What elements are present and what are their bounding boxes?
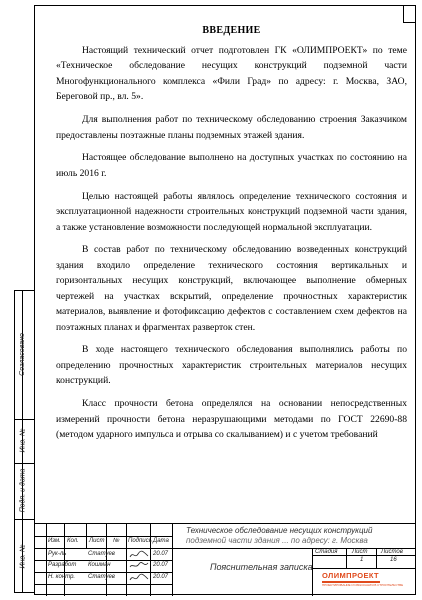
signature-2-icon: [129, 561, 149, 570]
tb-date-head: 20.07: [153, 551, 169, 557]
tb-col-docnum: №: [113, 538, 120, 544]
tb-name-dev: Кошман: [88, 562, 111, 568]
tb-name-head: Статуев: [88, 551, 115, 557]
tb-col-date: Дата: [153, 538, 169, 544]
binding-strip: [14, 290, 34, 593]
olimproekt-logo: [322, 571, 404, 591]
paragraph-1: Настоящий технический отчет подготовлен ГК «ОЛИМПРОЕКТ» по теме «Техническое обследование несущих конструкций подземной части Многофункционального комплекса «Фили Град» по адресу: г. Москва, ЗАО, Береговой пр., вл. 5».: [56, 45, 407, 103]
tb-col-signature: Подпись: [128, 538, 152, 544]
logo-name: ОЛИМПРОЕКТ: [322, 571, 380, 580]
tb-sheet-label: Лист: [352, 549, 368, 555]
tb-title-line1: Техническое обследование несущих конструкций: [186, 526, 373, 535]
tb-role-head: Рук-ль: [48, 551, 67, 557]
signature-1-icon: [129, 550, 149, 559]
paragraph-5: В состав работ по техническому обследованию возведенных конструкций здания входило определение технического состояния вертикальных и горизонтальных несущих конструкций, включающее выполнение обмерных чертежей на участках вскрытий, определение прочностных характеристик материалов, выявление и фотофиксацию дефектов с составлением схем дефектов на поэтажных планах и фрагментах разверток стен.: [56, 244, 407, 333]
paragraph-3: Настоящее обследование выполнено на доступных участках по состоянию на июль 2016 г.: [56, 152, 407, 179]
paragraph-2: Для выполнения работ по техническому обследованию строения Заказчиком предоставлены поэтажные планы подземных этажей здания.: [56, 114, 407, 141]
tb-col-sheet: Лист: [89, 538, 105, 544]
tb-stage-label: Стадия: [315, 549, 338, 555]
tb-date-dev: 20.07: [153, 562, 169, 568]
tb-sheets-label: Листов: [381, 549, 403, 555]
signature-3-icon: [129, 573, 149, 582]
tb-title-line2: подземной части здания ... по адресу: г. Москва: [186, 536, 368, 545]
tb-col-change: Изм.: [48, 538, 61, 544]
strip-label-agreed: Согласовано: [18, 333, 26, 376]
tb-sheet-value: 1: [360, 557, 364, 563]
paragraph-6: В ходе настоящего технического обследования выполнялись работы по определению прочностных характеристик строительных материалов несущих конструкций.: [56, 344, 407, 387]
strip-label-inv-1: Инв. №: [19, 428, 27, 453]
sheet-number-box: [403, 5, 416, 23]
tb-sheets-value: 16: [390, 557, 397, 563]
tb-role-control: Н. контр.: [48, 574, 76, 580]
tb-date-control: 20.07: [153, 574, 169, 580]
tb-doc-name: Пояснительная записка: [210, 562, 313, 572]
paragraph-4: Целью настоящей работы являлось определение технического состояния и эксплуатационной надежности строительных конструкций подземной части здания, а также установление возможности последующей нормальной эксплуатации.: [56, 190, 407, 233]
tb-col-qty: Кол.: [67, 538, 79, 544]
title-block: [34, 523, 416, 595]
logo-subtitle: ПРОЕКТИРОВАНИЕ И ИЗЫСКАНИЯ В СТРОИТЕЛЬСТВЕ: [322, 583, 404, 587]
document-body: [56, 24, 407, 450]
paragraph-7: Класс прочности бетона определялся на основании непосредственных измерений прочности бетона неразрушающими методами по ГОСТ 22690-88 (методом ударного импульса и отрыва со скалыванием) и с учетом требований: [56, 398, 407, 440]
document-heading: ВВЕДЕНИЕ: [202, 25, 261, 36]
strip-label-inv-2: Инв. №: [19, 544, 27, 569]
strip-label-sign-date: Подп. и дата: [19, 468, 27, 513]
tb-name-control: Статуев: [88, 574, 115, 580]
tb-role-dev: Разработ: [48, 562, 77, 568]
